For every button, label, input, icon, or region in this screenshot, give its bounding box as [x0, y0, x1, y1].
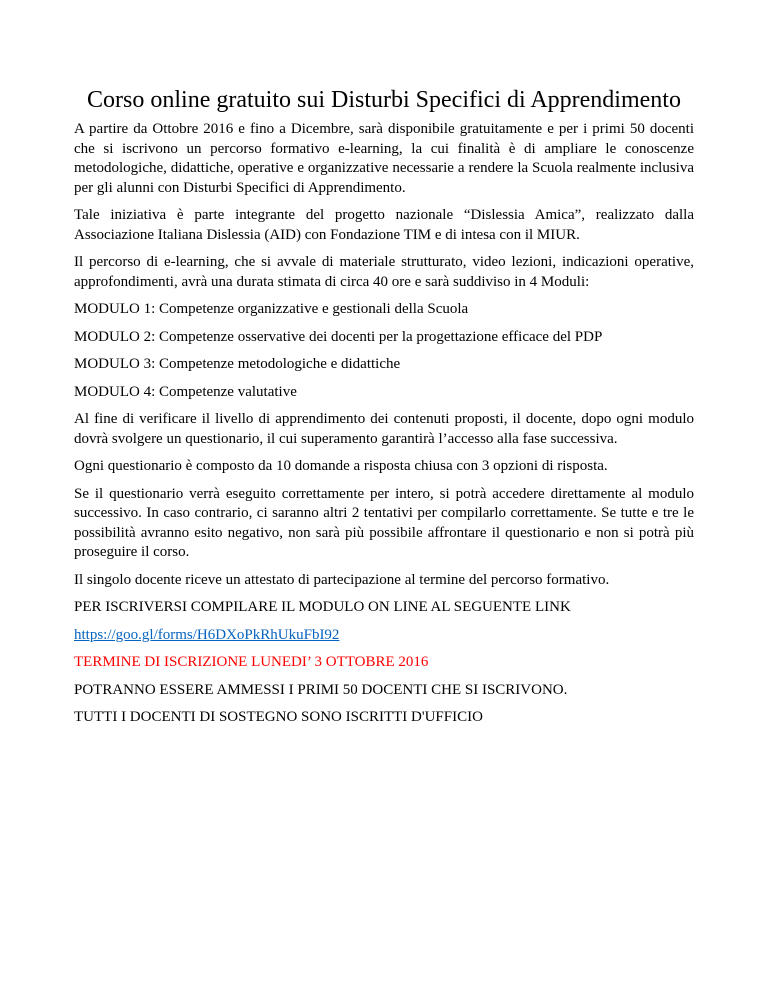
module-2-item: MODULO 2: Competenze osservative dei docenti per la progettazione efficace del PDP — [74, 328, 603, 345]
certificate-paragraph: Il singolo docente riceve un attestato di partecipazione al termine del percorso formativo. — [74, 571, 610, 588]
document-page — [74, 86, 694, 736]
module-1-item: MODULO 1: Competenze organizzative e gestionali della Scuola — [74, 301, 469, 317]
course-description-paragraph: Il percorso di e-learning, che si avvale di materiale strutturato, video lezioni, indicazioni operative, approfondimenti, avrà una durata stimata di circa 40 ore e sarà suddiviso in 4 Moduli: — [74, 254, 694, 290]
register-link-line — [74, 626, 694, 646]
verification-paragraph: Al fine di verificare il livello di apprendimento dei contenuti proposti, il docente, dopo ogni modulo dovrà svolgere un questionario, il cui superamento garantirà l’accesso alla fase successiva. — [74, 411, 694, 447]
support-teachers-notice: TUTTI I DOCENTI DI SOSTEGNO SONO ISCRITTI D'UFFICIO — [74, 709, 483, 725]
module-4-item: MODULO 4: Competenze valutative — [74, 383, 297, 400]
register-instruction: PER ISCRIVERSI COMPILARE IL MODULO ON LINE AL SEGUENTE LINK — [74, 599, 571, 615]
admission-notice: POTRANNO ESSERE AMMESSI I PRIMI 50 DOCENTI CHE SI ISCRIVONO. — [74, 681, 568, 698]
module-3-item: MODULO 3: Competenze metodologiche e didattiche — [74, 356, 401, 372]
registration-deadline: TERMINE DI ISCRIZIONE LUNEDI’ 3 OTTOBRE 2016 — [74, 654, 429, 670]
questionnaire-paragraph: Ogni questionario è composto da 10 domande a risposta chiusa con 3 opzioni di risposta. — [74, 458, 608, 474]
intro-paragraph: A partire da Ottobre 2016 e fino a Dicembre, sarà disponibile gratuitamente e per i primi 50 docenti che si iscrivono un percorso formativo e-learning, la cui finalità è di ampliare le conoscenze metodologiche, didattiche, operative e organizzative necessarie a rendere la Scuola realmente inclusiva per gli alunni con Disturbi Specifici di Apprendimento. — [74, 121, 694, 196]
registration-form-link[interactable]: https://goo.gl/forms/H6DXoPkRhUkuFbI92 — [74, 626, 340, 643]
document-title: Corso online gratuito sui Disturbi Specifici di Apprendimento — [87, 87, 681, 113]
initiative-paragraph: Tale iniziativa è parte integrante del progetto nazionale “Dislessia Amica”, realizzato dalla Associazione Italiana Dislessia (AID) con Fondazione TIM e di intesa con il MIUR. — [74, 207, 694, 243]
attempts-paragraph: Se il questionario verrà eseguito correttamente per intero, si potrà accedere direttamente al modulo successivo. In caso contrario, ci saranno altri 2 tentativi per compilarlo correttamente. Se tutte e tre le possibilità avranno esito negativo, non sarà più possibile affrontare il questionario e non si potrà più proseguire il corso. — [74, 485, 694, 560]
